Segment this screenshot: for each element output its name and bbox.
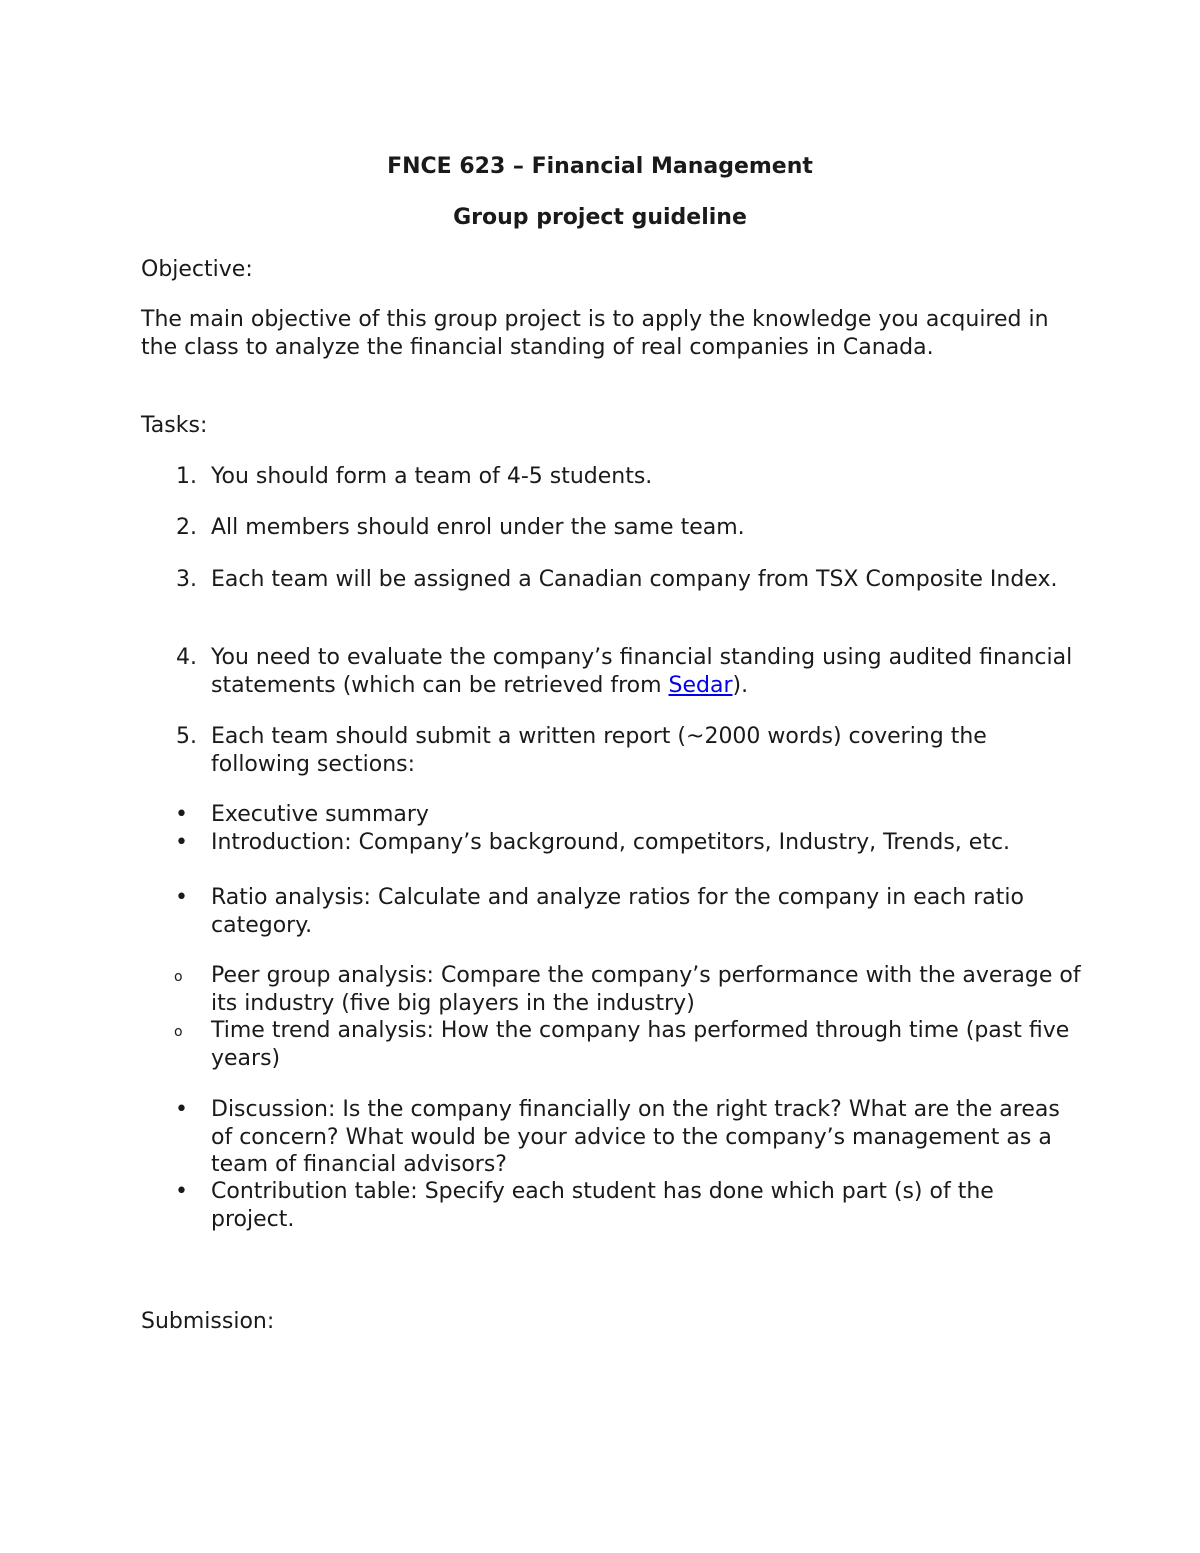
task-text: All members should enrol under the same team. xyxy=(211,515,745,540)
section-text: Introduction: Company’s background, competitors, Industry, Trends, etc. xyxy=(211,830,1011,855)
circle-bullet-icon: o xyxy=(174,969,183,985)
task-item-1 xyxy=(141,463,1071,491)
list-number: 5. xyxy=(176,724,197,749)
task-item-5 xyxy=(141,723,1071,778)
bullet-icon: • xyxy=(175,885,188,910)
section-text: Contribution table: Specify each student has done which part (s) of the project. xyxy=(211,1179,994,1232)
task-item-2 xyxy=(141,514,1071,542)
section-item-introduction xyxy=(141,829,1071,857)
circle-bullet-icon: o xyxy=(174,1024,183,1040)
task-text: Each team will be assigned a Canadian company from TSX Composite Index. xyxy=(211,567,1058,592)
task-text: Each team should submit a written report (~2000 words) covering the following sections: xyxy=(211,724,987,777)
task-item-3 xyxy=(141,566,1071,594)
section-item-contribution-table xyxy=(141,1178,1071,1233)
subsection-item-time-trend xyxy=(141,1017,1071,1072)
bullet-icon: • xyxy=(175,802,188,827)
section-item-discussion xyxy=(141,1096,1071,1179)
task-text-before: You need to evaluate the company’s financial standing using audited financial statements (which can be retrieved from xyxy=(211,645,1073,698)
section-item-ratio-analysis xyxy=(141,884,1071,939)
task-text-after: ). xyxy=(732,672,749,698)
document-subtitle: Group project guideline xyxy=(453,205,747,230)
tasks-heading: Tasks: xyxy=(141,413,208,438)
bullet-icon: • xyxy=(175,1179,188,1204)
list-number: 3. xyxy=(176,567,197,592)
objective-text: The main objective of this group project is to apply the knowledge you acquired in the class to analyze the financial standing of real companies in Canada. xyxy=(141,307,1049,360)
section-text: Executive summary xyxy=(211,802,429,827)
bullet-icon: • xyxy=(175,1097,188,1122)
subsection-text: Peer group analysis: Compare the company’s performance with the average of its industry (five big players in the industry) xyxy=(211,963,1081,1016)
subsection-item-peer-group xyxy=(141,962,1081,1017)
section-text: Discussion: Is the company financially on the right track? What are the areas of concern? What would be your advice to the company’s management as a team of financial advisors? xyxy=(211,1097,1060,1177)
task-item-4 xyxy=(141,644,1071,699)
task-text: You should form a team of 4-5 students. xyxy=(211,464,653,489)
list-number: 4. xyxy=(176,645,197,670)
list-number: 1. xyxy=(176,464,197,489)
objective-heading: Objective: xyxy=(141,257,253,282)
list-number: 2. xyxy=(176,515,197,540)
bullet-icon: • xyxy=(175,830,188,855)
section-text: Ratio analysis: Calculate and analyze ratios for the company in each ratio category. xyxy=(211,885,1024,938)
subsection-text: Time trend analysis: How the company has performed through time (past five years) xyxy=(211,1018,1070,1071)
document-title: FNCE 623 – Financial Management xyxy=(387,154,813,179)
section-item-executive-summary xyxy=(141,801,1071,829)
task-text xyxy=(211,644,1081,699)
sedar-link[interactable]: Sedar xyxy=(668,672,733,698)
submission-heading: Submission: xyxy=(141,1309,275,1334)
